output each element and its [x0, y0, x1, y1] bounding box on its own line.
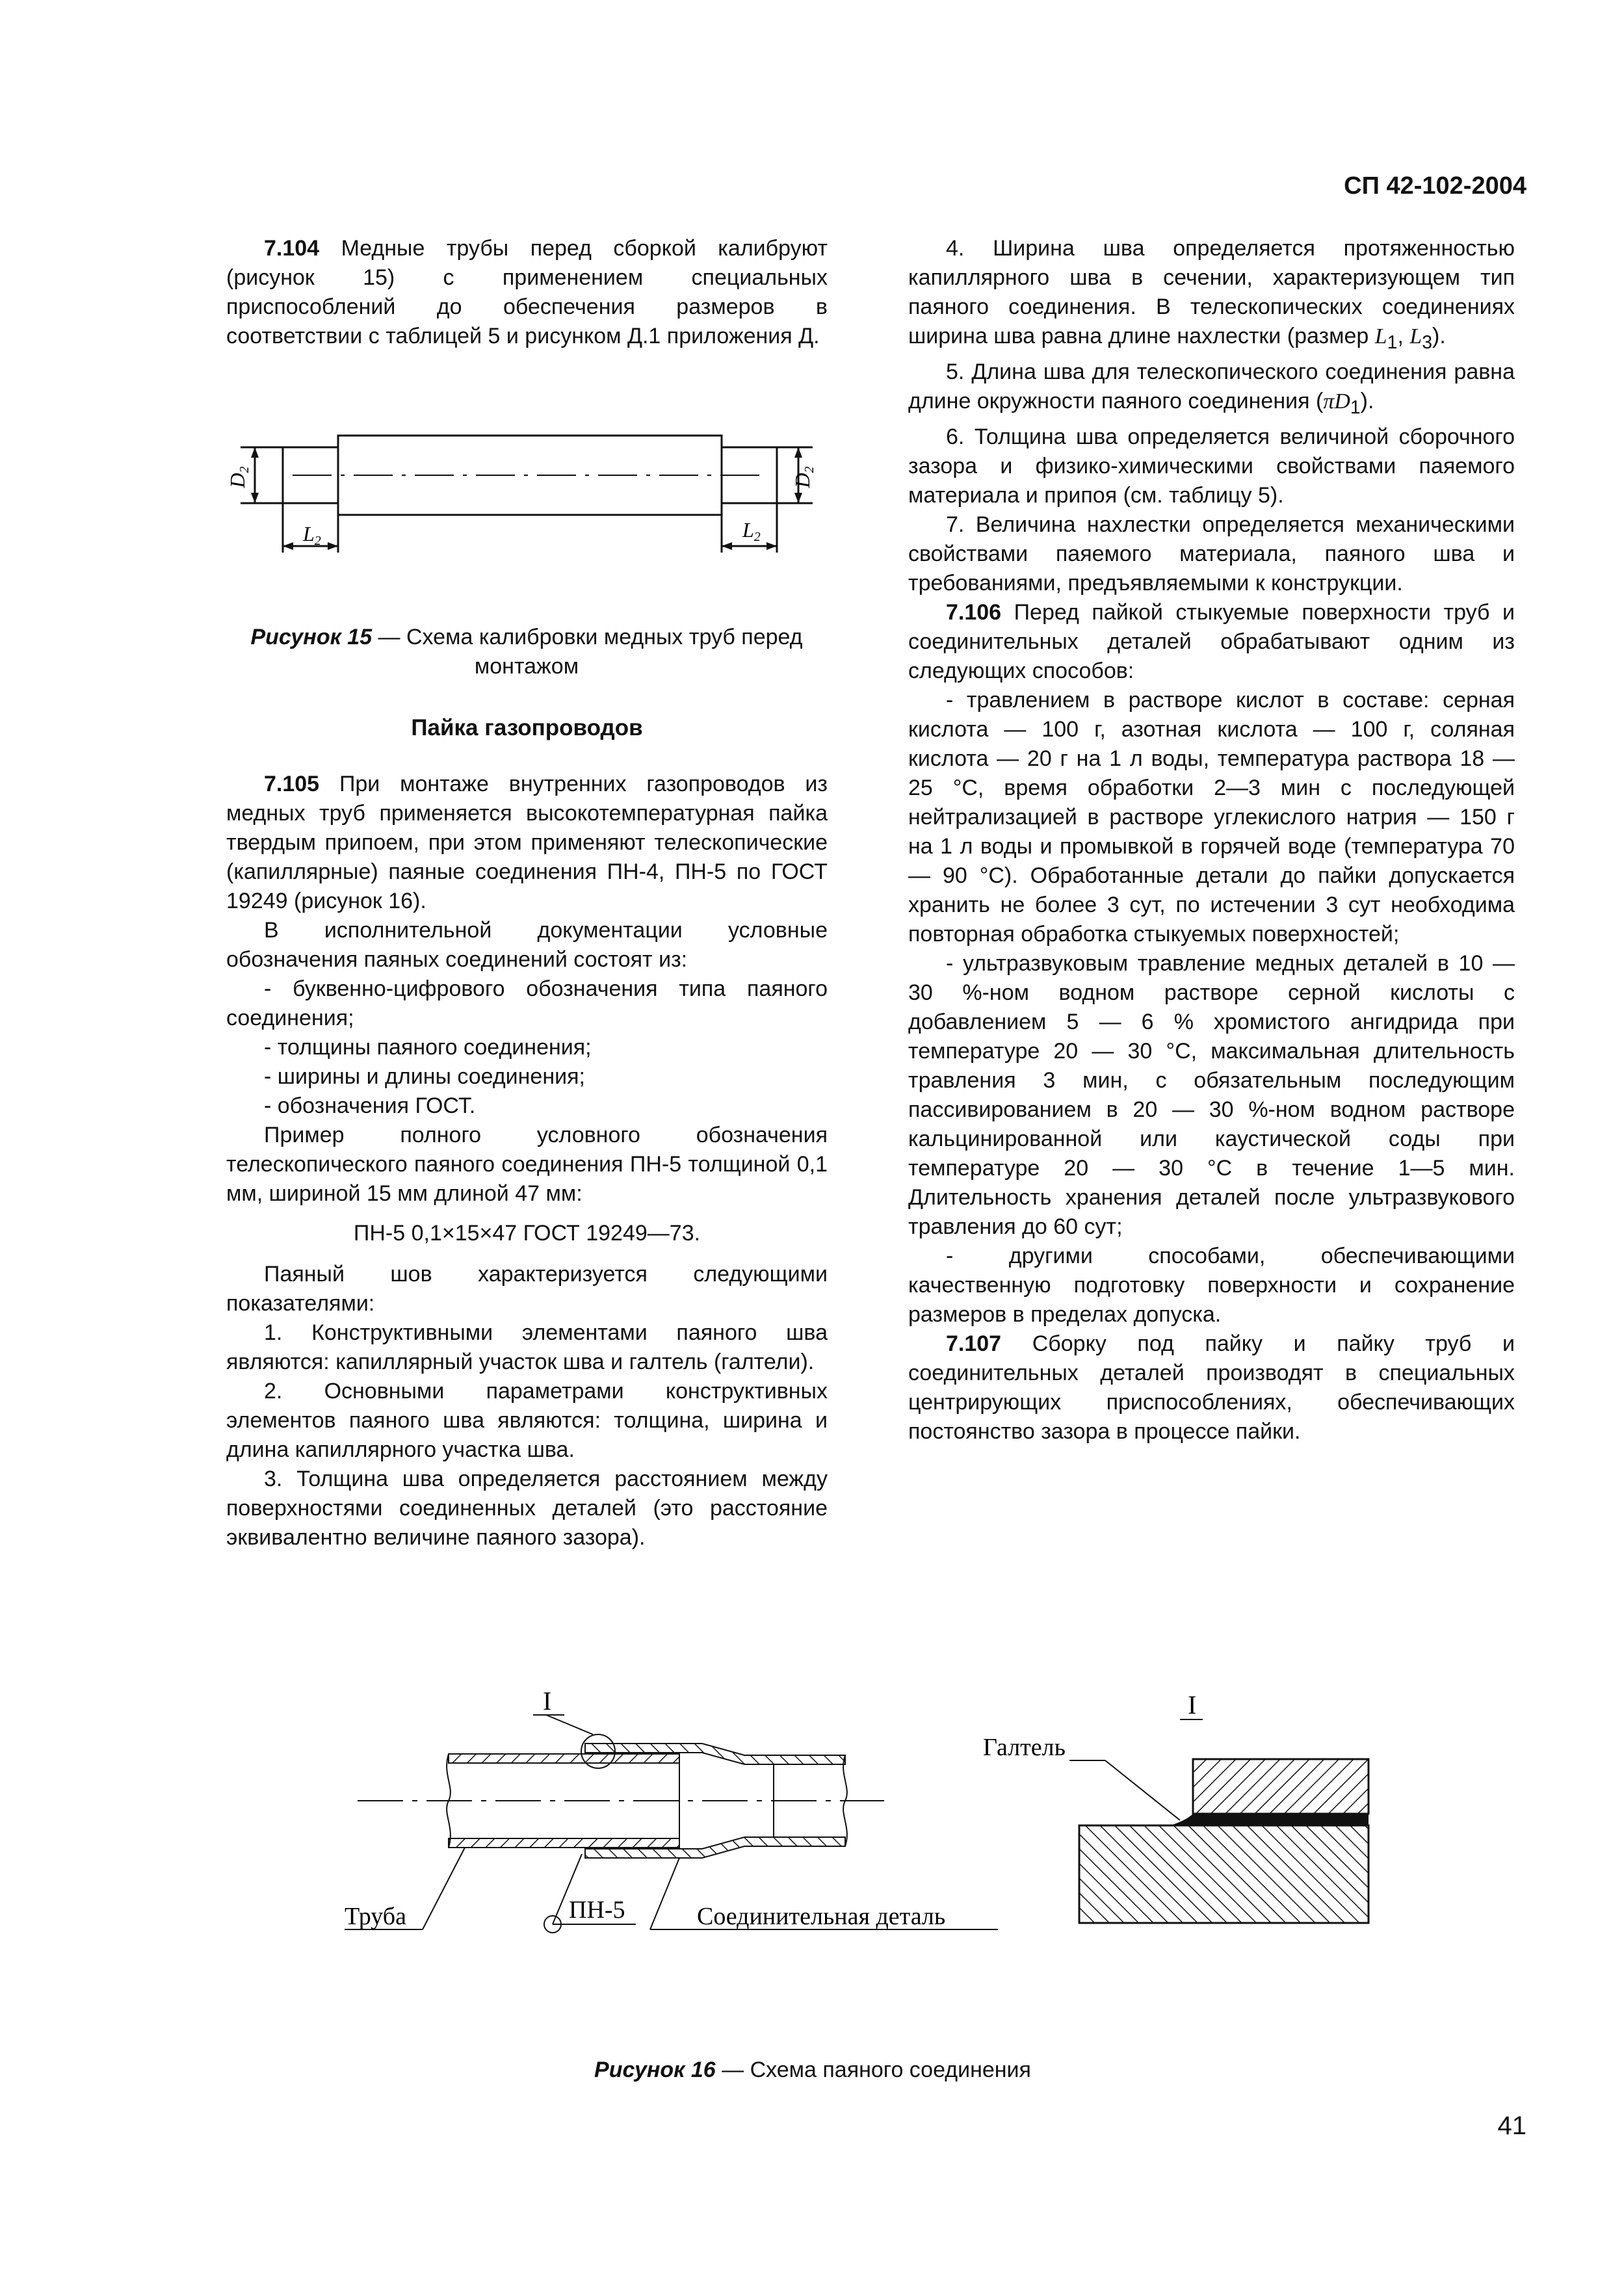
dimension-label-l2-right: L2	[742, 518, 761, 544]
method-acid-etching: - травлением в растворе кислот в составе: серная кислота — 100 г, азотная кислота — 100 г, соляная кислота — 20 г на 1 л воды, температура раствора 18 — 25 °С, время обработки 2—3 мин с последующей нейтрализацией в растворе углекислого натрия — 150 г на 1 л воды и промывкой в горячей воде (температура 70 — 90 °С). Обработанные детали до пайки допускается хранить не более 3 сут, по истечении 3 сут необходима повторная обработка стыкуемых поверхностей;	[908, 687, 1515, 947]
left-column-body	[226, 713, 828, 1552]
paragraph-seam: Паяный шов характеризуется следующими показателями:	[226, 1262, 828, 1316]
label-pn5: ПН-5	[569, 1896, 625, 1924]
paragraph-7-107	[908, 1329, 1515, 1446]
label-pipe: Труба	[345, 1903, 406, 1930]
document-code: СП 42-102-2004	[1344, 172, 1526, 200]
list-item: - буквенно-цифрового обозначения типа паяного соединения;	[226, 976, 828, 1030]
paragraph-example: Пример полного условного обозначения телескопического паяного соединения ПН-5 толщиной 0,1 мм, шириной 15 мм длиной 47 мм:	[226, 1123, 828, 1206]
detail-marker-I: I	[543, 1686, 552, 1716]
numbered-item-3: 3. Толщина шва определяется расстоянием между поверхностями соединенных деталей (это расстояние эквивалентно величине паяного зазора).	[226, 1467, 828, 1550]
label-fitting: Соединительная деталь	[697, 1903, 946, 1930]
dimension-label-d2-left: D2	[226, 466, 252, 488]
numbered-item-1: 1. Конструктивными элементами паяного шва являются: капиллярный участок шва и галтель (галтели).	[226, 1320, 828, 1374]
left-column	[226, 234, 828, 351]
paragraph-documentation: В исполнительной документации условные обозначения паяных соединений состоят из:	[226, 918, 828, 972]
clause-text: Медные трубы перед сборкой калибруют (рисунок 15) с применением специальных приспособлений до обеспечения размеров в соответствии с таблицей 5 и рисунком Д.1 приложения Д.	[226, 236, 828, 348]
list-item: - обозначения ГОСТ.	[264, 1093, 476, 1118]
designation-formula: ПН-5 0,1×15×47 ГОСТ 19249—73.	[353, 1221, 701, 1246]
method-ultrasonic-etching: - ультразвуковым травление медных деталей в 10 — 30 %-ном водном растворе серной кислоты с добавлением 5 — 6 % хромистого ангидрида при температуре 20 — 30 °С, максимальная длительность травления 3 мин, с обязательным последующим пассивированием в 20 — 30 %-ном водном растворе кальцинированной или каустической соды при температуре 20 — 30 °С в течение 1—5 мин. Длительность хранения деталей после ультразвукового травления до 60 сут;	[908, 950, 1515, 1239]
clause-text: Сборку под пайку и пайку труб и соединительных деталей производят в специальных центрирующих приспособлениях, обеспечивающих постоянство зазора в процессе пайки.	[908, 1331, 1515, 1444]
paragraph-7-104	[226, 234, 828, 351]
clause-number: 7.107	[946, 1331, 1002, 1356]
clause-text: При монтаже внутренних газопроводов из медных труб применяется высокотемпературная пайка твердым припоем, при этом применяют телескопические (капиллярные) паяные соединения ПН-4, ПН-5 по ГОСТ 19249 (рисунок 16).	[226, 772, 828, 913]
page-number: 41	[1497, 2111, 1526, 2140]
detail-title-I: I	[1188, 1690, 1197, 1719]
dimension-label-d2-right: D2	[791, 466, 817, 488]
pipe-joint-section	[345, 1686, 998, 1933]
method-other: - другими способами, обеспечивающими качественную подготовку поверхности и сохранение размеров в пределах допуска.	[908, 1243, 1515, 1327]
clause-number: 7.105	[264, 772, 320, 796]
numbered-item-7: 7. Величина нахлестки определяется механическими свойствами паяемого материала, паяного шва и требованиями, предъявляемыми к конструкции.	[908, 512, 1515, 595]
figure-16-caption	[325, 2056, 1300, 2085]
numbered-item-5: 5. Длина шва для телескопического соединения равна длине окружности паяного соединения $(\pi D_1)$.	[908, 359, 1515, 418]
figure-15-drawing	[221, 423, 832, 572]
numbered-item-6: 6. Толщина шва определяется величиной сборочного зазора и физико-химическими свойствами паяемого материала и припоя (см. таблицу 5).	[908, 424, 1515, 508]
dimension-label-l2-left: L2	[303, 522, 321, 548]
caption-label: Рисунок 16	[594, 2058, 716, 2082]
detail-I-section	[983, 1690, 1369, 1923]
clause-number: 7.104	[264, 236, 320, 261]
caption-label: Рисунок 15	[250, 625, 373, 649]
caption-text: — Схема паяного соединения	[715, 2058, 1031, 2082]
caption-text: — Схема калибровки медных труб перед монтажом	[372, 625, 803, 679]
section-title: Пайка газопроводов	[411, 715, 643, 740]
paragraph-7-105	[226, 770, 828, 916]
list-item: - толщины паяного соединения;	[264, 1035, 592, 1060]
list-item: - ширины и длины соединения;	[264, 1064, 585, 1089]
clause-number: 7.106	[946, 599, 1002, 625]
paragraph-7-106	[908, 598, 1515, 686]
numbered-item-2: 2. Основными параметрами конструктивных элементов паяного шва являются: толщина, ширина и длина капиллярного участка шва.	[226, 1379, 828, 1462]
numbered-item-4: 4. Ширина шва определяется протяженностью капиллярного шва в сечении, характеризующем тип паяного соединения. В телескопических соединениях ширина шва равна длине нахлестки (размер $L_1$, $L_3$).	[908, 236, 1515, 353]
label-fillet: Галтель	[983, 1734, 1066, 1761]
right-column	[908, 234, 1515, 1446]
figure-16-drawing	[325, 1684, 1398, 1983]
clause-text: Перед пайкой стыкуемые поверхности труб и соединительных деталей обрабатывают одним из следующих способов:	[908, 599, 1515, 683]
figure-15-caption	[215, 623, 839, 681]
